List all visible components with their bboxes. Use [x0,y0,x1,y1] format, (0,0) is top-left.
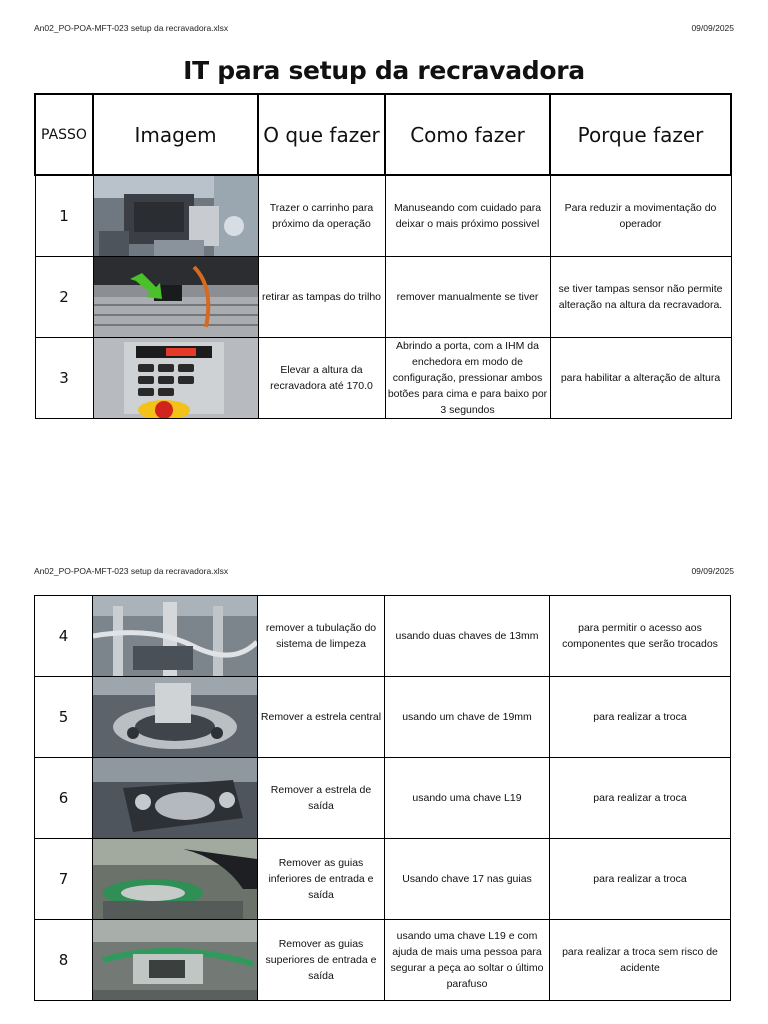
photo-step-1 [94,176,258,256]
step-number: 4 [35,596,93,677]
table-row [35,758,731,839]
step-number: 2 [35,257,93,338]
step-image [93,839,258,920]
step-number: 8 [35,920,93,1001]
why-to-do: Para reduzir a movimentação do operador [550,175,731,257]
step-number: 3 [35,338,93,419]
what-to-do: Remover a estrela central [258,677,385,758]
why-to-do: para permitir o acesso aos componentes que serão trocados [550,596,731,677]
step-image [93,677,258,758]
what-to-do: remover a tubulação do sistema de limpeza [258,596,385,677]
file-name-header: An02_PO-POA-MFT-023 setup da recravadora.xlsx [34,566,229,576]
why-to-do: para realizar a troca sem risco de acidente [550,920,731,1001]
photo-step-4 [93,596,257,676]
why-to-do: para realizar a troca [550,677,731,758]
what-to-do: Remover as guias superiores de entrada e saída [258,920,385,1001]
step-image [93,338,258,419]
how-to-do: Manuseando com cuidado para deixar o mais próximo possivel [385,175,550,257]
date-header: 09/09/2025 [691,566,734,576]
photo-step-7 [93,839,257,919]
how-to-do: remover manualmente se tiver [385,257,550,338]
photo-step-5 [93,677,257,757]
table-row [35,175,731,257]
why-to-do: para realizar a troca [550,758,731,839]
why-to-do: para realizar a troca [550,839,731,920]
what-to-do: retirar as tampas do trilho [258,257,385,338]
step-number: 1 [35,175,93,257]
col-porque-fazer: Porque fazer [550,94,731,175]
photo-step-6 [93,758,257,838]
how-to-do: Abrindo a porta, com a IHM da enchedora em modo de configuração, pressionar ambos botões para cima e para baixo por 3 segundos [385,338,550,419]
table-header-row [35,94,731,175]
table-row [35,920,731,1001]
how-to-do: usando uma chave L19 [385,758,550,839]
what-to-do: Elevar a altura da recravadora até 170.0 [258,338,385,419]
photo-step-3 [94,338,258,418]
what-to-do: Trazer o carrinho para próximo da operação [258,175,385,257]
step-image [93,920,258,1001]
table-row [35,338,731,419]
table-row [35,677,731,758]
how-to-do: usando um chave de 19mm [385,677,550,758]
date-header: 09/09/2025 [691,23,734,33]
page-title: IT para setup da recravadora [183,56,585,85]
what-to-do: Remover a estrela de saída [258,758,385,839]
col-passo: PASSO [35,94,93,175]
photo-step-2 [94,257,258,337]
step-image [93,758,258,839]
what-to-do: Remover as guias inferiores de entrada e saída [258,839,385,920]
steps-table-1 [34,93,732,419]
steps-table-2 [34,595,731,1001]
how-to-do: usando duas chaves de 13mm [385,596,550,677]
table-row [35,839,731,920]
how-to-do: Usando chave 17 nas guias [385,839,550,920]
col-como-fazer: Como fazer [385,94,550,175]
step-image [93,596,258,677]
col-imagem: Imagem [93,94,258,175]
step-image [93,257,258,338]
why-to-do: se tiver tampas sensor não permite alteração na altura da recravadora. [550,257,731,338]
step-number: 7 [35,839,93,920]
table-row [35,596,731,677]
col-o-que-fazer: O que fazer [258,94,385,175]
file-name-header: An02_PO-POA-MFT-023 setup da recravadora.xlsx [34,23,229,33]
photo-step-8 [93,920,257,1000]
why-to-do: para habilitar a alteração de altura [550,338,731,419]
step-number: 5 [35,677,93,758]
table-row [35,257,731,338]
step-image [93,175,258,257]
step-number: 6 [35,758,93,839]
how-to-do: usando uma chave L19 e com ajuda de mais uma pessoa para segurar a peça ao soltar o último parafuso [385,920,550,1001]
